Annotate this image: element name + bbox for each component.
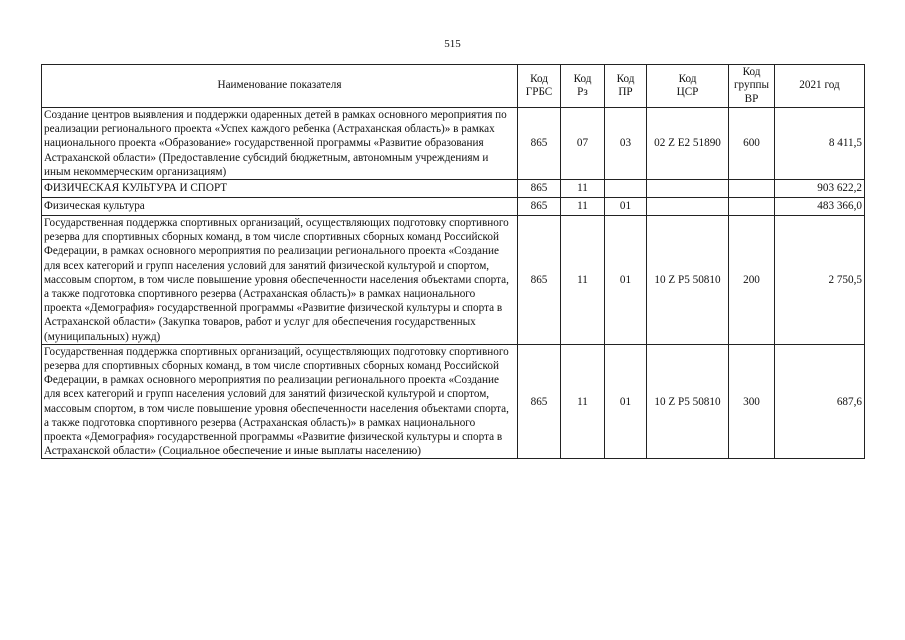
table-row (42, 198, 865, 216)
header-csr (647, 65, 729, 108)
budget-table (41, 64, 865, 459)
row-pr (605, 180, 647, 198)
row-grbs: 865 (518, 180, 561, 198)
row-pr: 03 (605, 108, 647, 180)
header-name: Наименование показателя (42, 65, 518, 108)
row-csr (647, 198, 729, 216)
header-rz-line-1: Код (573, 72, 592, 85)
header-year: 2021 год (775, 65, 865, 108)
header-grbs-line-1: Код (530, 72, 548, 85)
row-csr: 10 Z P5 50810 (647, 344, 729, 459)
header-vr-line-3: ВР (744, 92, 759, 105)
header-rz (561, 65, 605, 108)
header-vr (729, 65, 775, 108)
row-name: Создание центров выявления и поддержки одаренных детей в рамках основного мероприятия по реализации регионального проекта «Успех каждого ребенка (Астраханская область)» в рамках национального проекта «Образование» государственной программы «Развитие образования Астраханской области» (Предоставление субсидий бюджетным, автономным учреждениям и иным некоммерческим организациям) (42, 108, 518, 180)
header-pr-line-1: Код (616, 72, 635, 85)
row-rz: 11 (561, 344, 605, 459)
row-rz: 11 (561, 216, 605, 345)
row-rz: 11 (561, 198, 605, 216)
header-csr-line-2: ЦСР (676, 86, 699, 98)
row-grbs: 865 (518, 344, 561, 459)
table-row (42, 108, 865, 180)
header-pr (605, 65, 647, 108)
header-pr-line-2: ПР (618, 86, 633, 98)
row-vr (729, 180, 775, 198)
row-vr: 300 (729, 344, 775, 459)
row-name: Государственная поддержка спортивных организаций, осуществляющих подготовку спортивного резерва для спортивных сборных команд, в том числе спортивных сборных команд Российской Федерации, в рамках основного мероприятия по реализации регионального проекта «Создание для всех категорий и групп населения условий для занятий физической культурой и спортом, массовым спортом, в том числе повышение уровня обеспеченности населения объектами спорта, а также подготовка спортивного резерва (Астраханская область)» в рамках национального проекта «Демография» государственной программы «Развитие физической культуры и спорта в Астраханской области» (Закупка товаров, работ и услуг для обеспечения государственных (муниципальных) нужд) (42, 216, 518, 345)
row-name: Государственная поддержка спортивных организаций, осуществляющих подготовку спортивного резерва для спортивных сборных команд, в том числе спортивных сборных команд Российской Федерации, в рамках основного мероприятия по реализации регионального проекта «Создание для всех категорий и групп населения условий для занятий физической культурой и спортом, массовым спортом, в том числе повышение уровня обеспеченности населения объектами спорта, а также подготовка спортивного резерва (Астраханская область)» в рамках национального проекта «Демография» государственной программы «Развитие физической культуры и спорта в Астраханской области» (Социальное обеспечение и иные выплаты населению) (42, 344, 518, 459)
row-vr: 600 (729, 108, 775, 180)
header-vr-line-2: группы (733, 79, 770, 92)
row-csr: 10 Z P5 50810 (647, 216, 729, 345)
row-grbs: 865 (518, 216, 561, 345)
row-rz: 11 (561, 180, 605, 198)
table-row (42, 344, 865, 459)
table-row (42, 216, 865, 345)
row-pr: 01 (605, 216, 647, 345)
table-row (42, 180, 865, 198)
header-vr-line-1: Код (742, 65, 761, 78)
header-grbs (518, 65, 561, 108)
row-amount: 687,6 (775, 344, 865, 459)
header-csr-line-1: Код (678, 72, 697, 85)
row-pr: 01 (605, 198, 647, 216)
row-amount: 903 622,2 (775, 180, 865, 198)
table-header-row (42, 65, 865, 108)
row-vr: 200 (729, 216, 775, 345)
row-grbs: 865 (518, 108, 561, 180)
row-name: Физическая культура (42, 198, 518, 216)
row-grbs: 865 (518, 198, 561, 216)
header-grbs-line-2: ГРБС (525, 86, 553, 98)
page-number: 515 (444, 38, 461, 50)
row-pr: 01 (605, 344, 647, 459)
row-name: ФИЗИЧЕСКАЯ КУЛЬТУРА И СПОРТ (42, 180, 518, 198)
row-amount: 8 411,5 (775, 108, 865, 180)
row-csr (647, 180, 729, 198)
row-vr (729, 198, 775, 216)
row-rz: 07 (561, 108, 605, 180)
row-csr: 02 Z E2 51890 (647, 108, 729, 180)
header-rz-line-2: Рз (577, 86, 588, 98)
row-amount: 483 366,0 (775, 198, 865, 216)
row-amount: 2 750,5 (775, 216, 865, 345)
